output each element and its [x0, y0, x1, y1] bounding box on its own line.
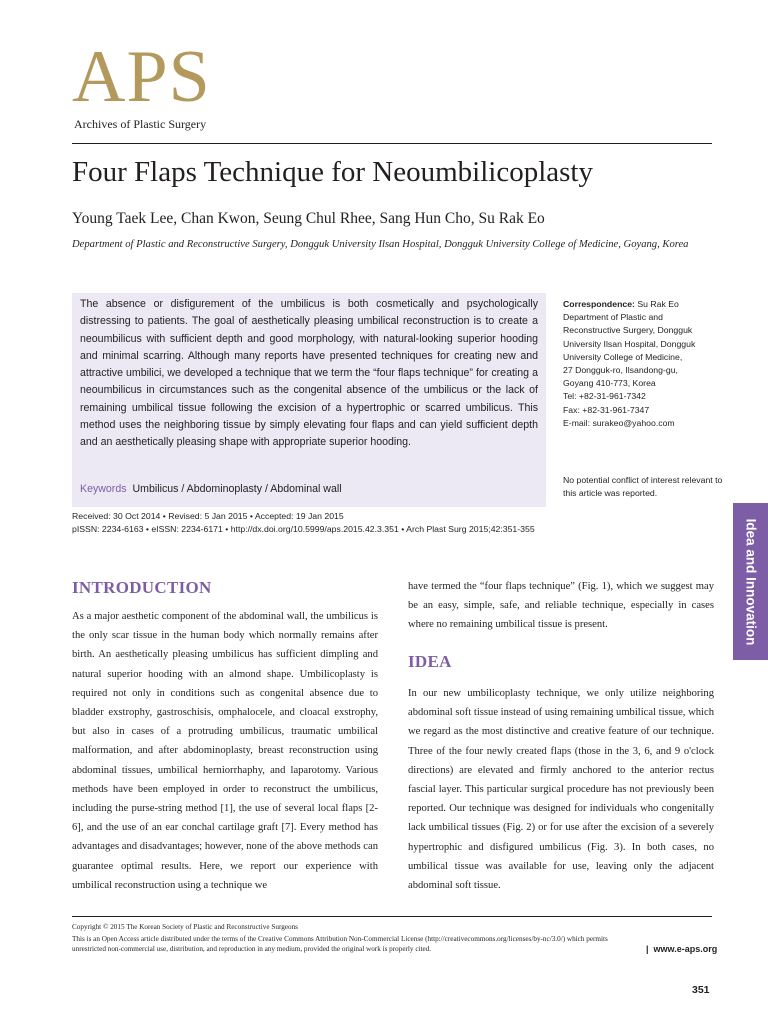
article-dates — [72, 510, 535, 537]
intro-paragraph: As a major aesthetic component of the abdominal wall, the umbilicus is the only scar tissue in the human body which normally remains after birth. An aesthetically pleasing umbilicus has sufficient dimpling and natural superior hooding with an almond shape. Umbilicoplasty is required not only in conditions such as congenital absence due to bladder exstrophy, gastroschisis, omphalocele, and cloacal exstrophy, but also in cases of a protruding umbilicus, traumatic umbilical malformation, and after abdominoplasty, breast reconstruction using abdominal tissues, umbilical herniorrhaphy, and laparotomy. Various methods have been employed in order to reconstruct the umbilicus, including the purse-string method [1], the use of several local flaps [2-6], and the use of an ear conchal cartilage graft [7]. Every method has advantages and disadvantages; however, none of the above methods can guarantee optimal results. Here, we report our experience with umbilical reconstruction using a technique we — [72, 611, 378, 891]
intro-continued — [408, 577, 714, 635]
correspondence-fax: Fax: +82-31-961-7347 — [563, 404, 650, 415]
license-text: This is an Open Access article distributed under the terms of the Creative Commons Attribution Non-Commercial License (http://creativecommons.org/licenses/by-nc/3.0/) which permits unrestricted non-commercial use, distribution, and reproduction in any medium, provided the original work is properly cited. — [72, 935, 608, 954]
header-rule — [72, 143, 712, 144]
correspondence-line: University Ilsan Hospital, Dongguk — [563, 338, 696, 349]
abstract-text: The absence or disfigurement of the umbilicus is both cosmetically and psychologically distressing to patients. The goal of aesthetically pleasing umbilical reconstruction is to create a neoumbilicus with sufficient depth and good morphology, with natural-looking superior hooding and minimal scarring. Although many reports have presented techniques for creating new and attractive umbilici, we developed a technique that we term the “four flaps technique” for creating a neoumbilicus in circumstances such as the congenital absence of the umbilicus or the lack of remaining umbilical tissue following the excision of a hypertrophic or scarred umbilicus. This method uses the neighboring tissue by simply elevating four flaps and can yield sufficient depth and an aesthetically pleasing shape with appropriate superior hooding. — [80, 298, 538, 449]
idea-heading: IDEA — [408, 652, 452, 671]
correspondence-line: Department of Plastic and — [563, 312, 663, 323]
correspondence-block — [563, 298, 723, 430]
correspondence-line: 27 Dongguk-ro, Ilsandong-gu, — [563, 365, 678, 376]
copyright-notice: Copyright © 2015 The Korean Society of Plastic and Reconstructive Surgeons — [72, 923, 298, 931]
intro-body — [72, 607, 378, 895]
footer-rule — [72, 916, 712, 917]
idea-body — [408, 684, 714, 895]
section-tab-label: Idea and Innovation — [743, 518, 758, 645]
correspondence-email: E-mail: surakeo@yahoo.com — [563, 417, 675, 428]
correspondence-line: Goyang 410-773, Korea — [563, 378, 656, 389]
keywords-label: Keywords — [80, 483, 127, 495]
website-separator: | — [646, 944, 649, 954]
keywords-list: Umbilicus / Abdominoplasty / Abdominal wall — [132, 483, 342, 495]
journal-name: Archives of Plastic Surgery — [74, 117, 207, 131]
dates-received: Received: 30 Oct 2014 • Revised: 5 Jan 2015 • Accepted: 19 Jan 2015 — [72, 511, 344, 521]
section-tab — [733, 503, 768, 660]
correspondence-tel: Tel: +82-31-961-7342 — [563, 391, 646, 402]
idea-paragraph: In our new umbilicoplasty technique, we only utilize neighboring abdominal soft tissue instead of using remaining umbilical tissue, which we regard as the most distinctive and creative feature of our technique. Three of the four newly created flaps (those in the 3, 6, and 9 o'clock directions) are elevated and firmly anchored to the anterior rectus fascial layer. This particular surgical procedure has not previously been reported. Our technique was designed for individuals who congenitally lack umbilical tissues (Fig. 2) or for use after the excision of a severely hypertrophic and disfigured umbilicus (Fig. 3). In both cases, no umbilical tissue was available for use, leaving only the adjacent abdominal soft tissue. — [408, 688, 714, 892]
conflict-of-interest: No potential conflict of interest relevant to this article was reported. — [563, 475, 723, 498]
article-authors: Young Taek Lee, Chan Kwon, Seung Chul Rhee, Sang Hun Cho, Su Rak Eo — [72, 210, 545, 227]
correspondence-label: Correspondence: — [563, 299, 635, 309]
website-link[interactable]: www.e-aps.org — [653, 944, 718, 954]
correspondence-line: Reconstructive Surgery, Dongguk — [563, 325, 693, 336]
intro-heading: INTRODUCTION — [72, 578, 212, 597]
intro-paragraph-continued: have termed the “four flaps technique” (Fig. 1), which we suggest may be an easy, simple, safe, and reliable technique, especially in cases where no remaining umbilical tissue is present. — [408, 581, 714, 631]
correspondence-line: University College of Medicine, — [563, 351, 683, 362]
page-number: 351 — [692, 984, 710, 996]
article-affiliation: Department of Plastic and Reconstructive Surgery, Dongguk University Ilsan Hospital, Dongguk University College of Medicine, Goyang, Korea — [72, 239, 689, 250]
keywords-line — [80, 483, 342, 495]
dates-identifiers: pISSN: 2234-6163 • eISSN: 2234-6171 • http://dx.doi.org/10.5999/aps.2015.42.3.351 • Arch Plast Surg 2015;42:351-355 — [72, 524, 535, 535]
correspondence-name: Su Rak Eo — [637, 299, 679, 309]
article-title: Four Flaps Technique for Neoumbilicoplasty — [72, 156, 593, 188]
journal-logo: APS — [72, 36, 211, 118]
journal-website[interactable] — [646, 944, 717, 954]
license-notice — [72, 934, 642, 954]
